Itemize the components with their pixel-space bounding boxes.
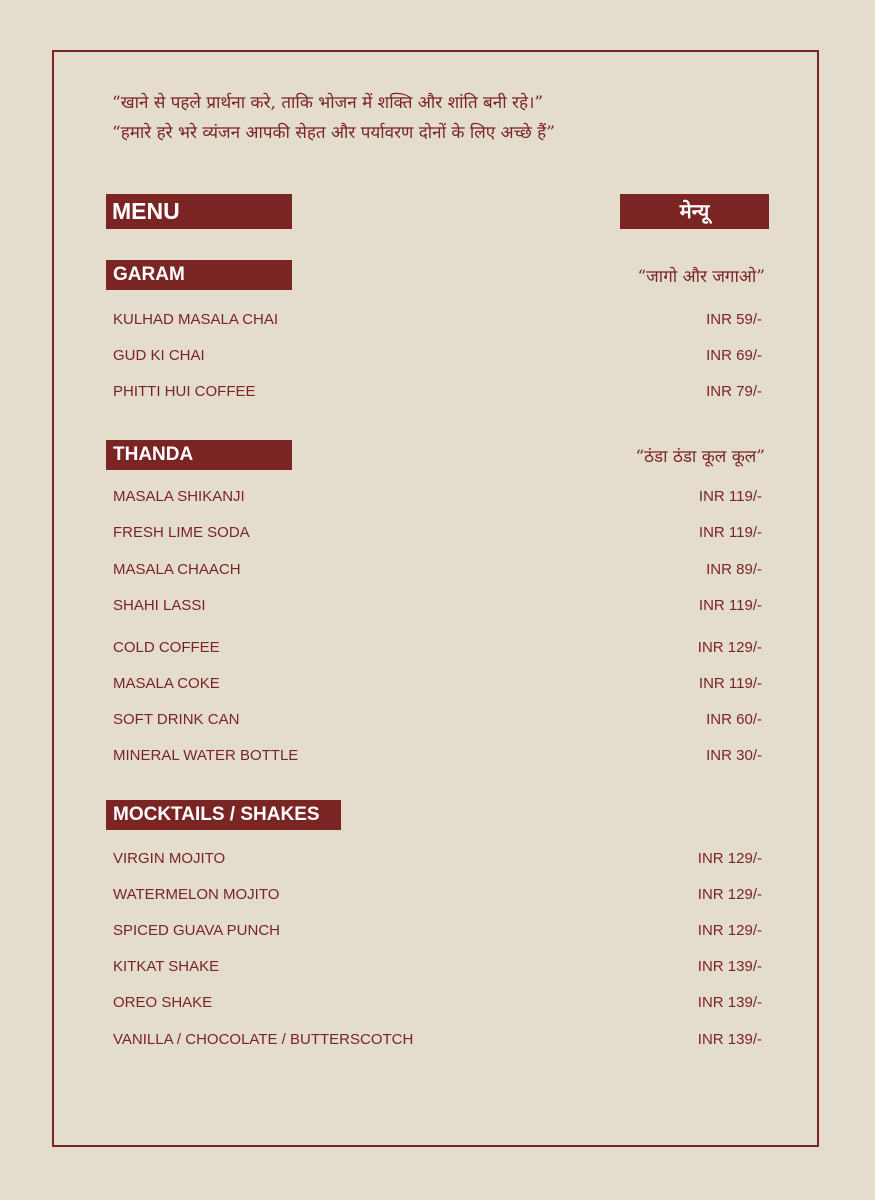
menu-item-price: INR 139/- [697, 994, 762, 1011]
menu-item-name: SOFT DRINK CAN [113, 711, 240, 728]
menu-item-price: INR 30/- [706, 747, 762, 764]
menu-item-name: VIRGIN MOJITO [113, 850, 226, 867]
menu-item-price: INR 129/- [697, 886, 762, 903]
menu-item-price: INR 129/- [697, 639, 762, 656]
menu-item-price: INR 139/- [697, 958, 762, 975]
menu-item-name: OREO SHAKE [113, 994, 213, 1011]
menu-item-price: INR 69/- [706, 347, 762, 364]
menu-item-price: INR 89/- [706, 561, 762, 578]
quote-line-2: “हमारे हरे भरे व्यंजन आपकी सेहत और पर्यावरण दोनों के लिए अच्छे हैं” [112, 123, 555, 143]
quote-line-1: “खाने से पहले प्रार्थना करे, ताकि भोजन में शक्ति और शांति बनी रहे।” [112, 93, 544, 113]
menu-item-name: VANILLA / CHOCOLATE / BUTTERSCOTCH [113, 1031, 414, 1048]
menu-item-name: WATERMELON MOJITO [113, 886, 280, 903]
menu-item-name: SPICED GUAVA PUNCH [113, 922, 280, 939]
menu-item-price: INR 79/- [706, 383, 762, 400]
menu-title-english: MENU [106, 194, 292, 229]
menu-item-name: MASALA COKE [113, 675, 220, 692]
menu-item-price: INR 119/- [698, 524, 762, 541]
menu-item-name: KULHAD MASALA CHAI [113, 311, 279, 328]
menu-item-name: MASALA CHAACH [113, 561, 241, 578]
menu-item-price: INR 139/- [697, 1031, 762, 1048]
menu-item-name: KITKAT SHAKE [113, 958, 220, 975]
menu-title-hindi: मेन्यू [620, 194, 769, 229]
menu-item-name: MINERAL WATER BOTTLE [113, 747, 299, 764]
menu-item-name: COLD COFFEE [113, 639, 220, 656]
menu-item-name: SHAHI LASSI [113, 597, 206, 614]
menu-item-name: GUD KI CHAI [113, 347, 205, 364]
menu-item-price: INR 60/- [706, 711, 762, 728]
section-title: MOCKTAILS / SHAKES [106, 800, 341, 830]
menu-item-price: INR 59/- [706, 311, 762, 328]
menu-item-name: FRESH LIME SODA [113, 524, 250, 541]
section-tagline: “ठंडा ठंडा कूल कूल” [635, 447, 765, 467]
menu-item-price: INR 119/- [698, 675, 762, 692]
menu-item-name: MASALA SHIKANJI [113, 488, 245, 505]
menu-item-price: INR 129/- [697, 850, 762, 867]
section-title: THANDA [106, 440, 292, 470]
menu-item-price: INR 129/- [697, 922, 762, 939]
menu-item-price: INR 119/- [698, 488, 762, 505]
section-tagline: “जागो और जगाओ” [637, 267, 765, 287]
menu-item-name: PHITTI HUI COFFEE [113, 383, 256, 400]
menu-item-price: INR 119/- [698, 597, 762, 614]
section-title: GARAM [106, 260, 292, 290]
